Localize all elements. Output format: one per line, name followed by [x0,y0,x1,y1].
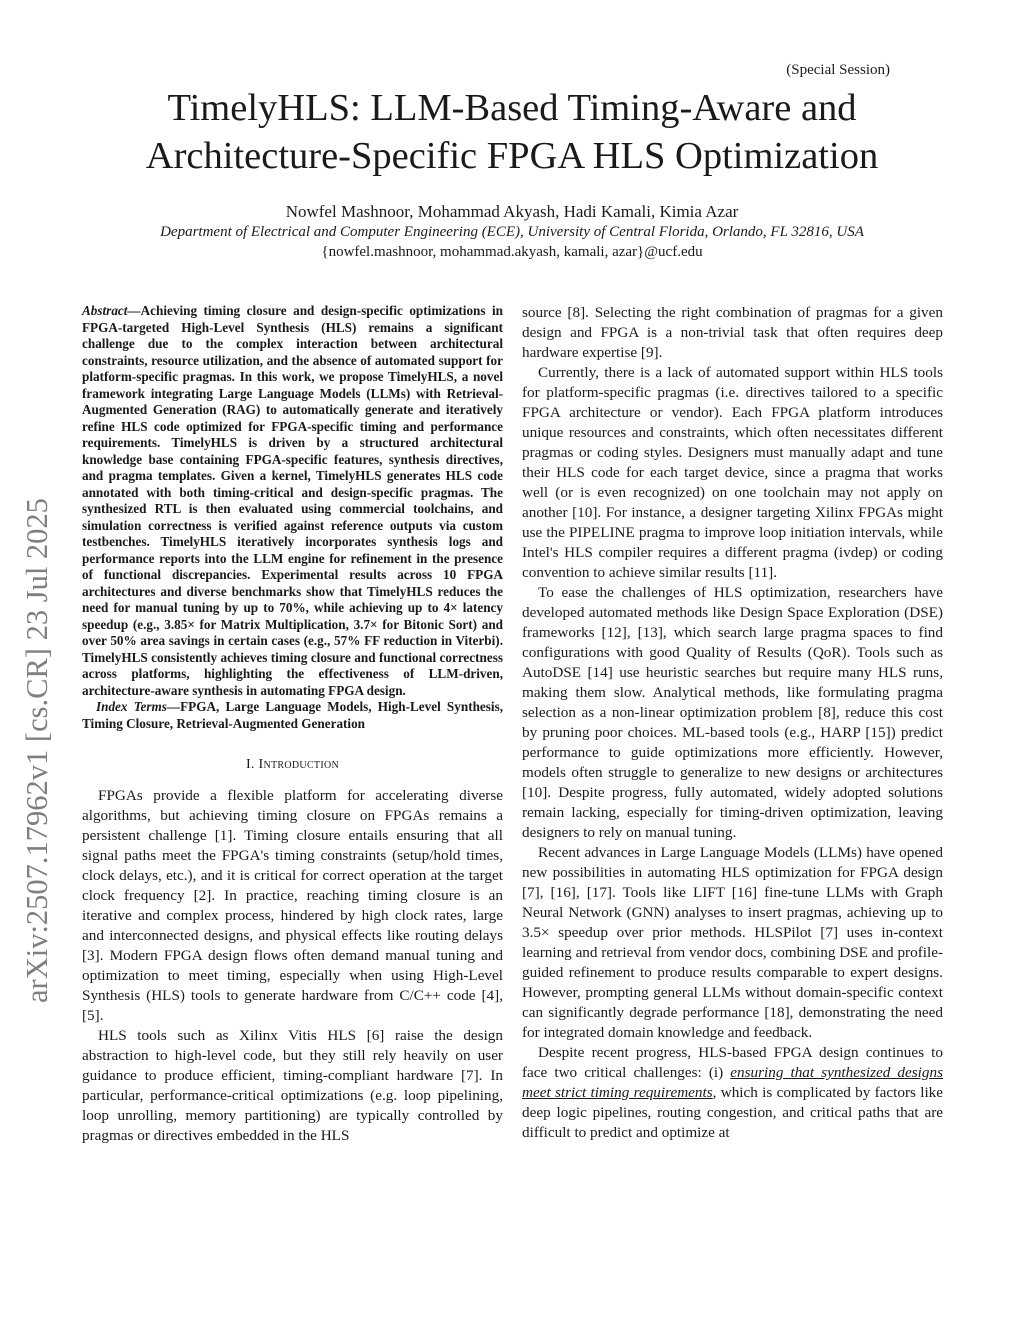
paper-title [0,84,1024,180]
session-label: (Special Session) [786,62,890,78]
intro-paragraph-6 [522,1043,943,1143]
author-list: Nowfel Mashnoor, Mohammad Akyash, Hadi Kamali, Kimia Azar [285,202,739,221]
intro-paragraph-5: Recent advances in Large Language Models (LLMs) have opened new possibilities in automating HLS optimization for FPGA design [7], [16], [17]. Tools like LIFT [16] fine-tune LLMs with Graph Neural Network (GNN) analyses to insert pragmas, achieving up to 3.5× speedup over prior methods. HLSPilot [7] uses in-context learning and retrieval from vendor docs, combining DSE and profile-guided refinement to produce results comparable to expert designs. However, prompting general LLMs without domain-specific context can significantly degrade performance [18], demonstrating the need for integrated domain knowledge and feedback. [522,844,943,1041]
arxiv-identifier: arXiv:2507.17962v1 [cs.CR] 23 Jul 2025 [20,498,54,1003]
intro-paragraph-4: To ease the challenges of HLS optimization, researchers have developed automated methods like Design Space Exploration (DSE) frameworks [12], [13], which search large pragma spaces to find configurations with good Quality of Results (QoR). Tools such as AutoDSE [14] use heuristic searches but require many HLS runs, making them slow. Analytical methods, like formulating pragma selection as a non-linear optimization problem [8], reduce this cost by pruning poor choices. ML-based tools (e.g., HARP [15]) predict performance to guide optimizations more efficiently. However, models often struggle to generalize to new designs or architectures [10]. Despite progress, fully automated, widely adopted solutions remain lacking, especially for timing-driven optimization, leaving designers to rely on manual tuning. [522,584,943,841]
author-emails: {nowfel.mashnoor, mohammad.akyash, kamali, azar}@ucf.edu [321,244,703,260]
section-heading-introduction: I. Introduction [245,757,340,772]
left-column [82,303,503,1146]
title-line-1: TimelyHLS: LLM-Based Timing-Aware and [167,87,857,129]
title-line-2: Architecture-Specific FPGA HLS Optimization [145,135,879,177]
right-column [522,303,943,1143]
abstract-text: Achieving timing closure and design-specific optimizations in FPGA-targeted High-Level Synthesis (HLS) remains a significant challenge due to the complex interaction between architectural constraints, resource utilization, and the absence of automated support for platform-specific pragmas. In this work, we propose TimelyHLS, a novel framework integrating Large Language Models (LLMs) with Retrieval-Augmented Generation (RAG) to automatically generate and iteratively refine HLS code optimized for FPGA-specific timing and performance requirements. TimelyHLS is driven by a structured architectural knowledge base containing FPGA-specific features, synthesis directives, and pragma templates. Given a kernel, TimelyHLS generates HLS code annotated with both timing-critical and design-specific pragmas. The synthesized RTL is then evaluated using commercial toolchains, and simulation correctness is verified against reference outputs via custom testbenches. TimelyHLS iteratively incorporates synthesis logs and performance reports into the LLM engine for refinement in the presence of functional discrepancies. Experimental results across 10 FPGA architectures and diverse benchmarks show that TimelyHLS reduces the need for manual tuning by up to 70%, while achieving up to 4× latency speedup (e.g., 3.85× for Matrix Multiplication, 3.7× for Bitonic Sort) and over 50% area savings in certain cases (e.g., 57% FF reduction in Viterbi). TimelyHLS consistently achieves timing closure and functional correctness across platforms, highlighting the effectiveness of LLM-driven, architecture-aware synthesis in automating FPGA design. [82,303,503,698]
p6-emphasis: ensuring that synthesized designs meet strict timing requirements [522,1064,943,1101]
intro-paragraph-2: HLS tools such as Xilinx Vitis HLS [6] raise the design abstraction to high-level code, but they still rely heavily on user guidance to produce efficient, timing-compliant hardware [7]. In particular, performance-critical optimizations (e.g. loop pipelining, loop unrolling, memory partitioning) are typically controlled by pragmas or directives embedded in the HLS [82,1027,503,1144]
p6-text-b: , which is complicated by factors like deep logic pipelines, routing congestion, and critical paths that are difficult to predict and optimize at [522,1084,944,1141]
index-terms [82,699,503,732]
intro-paragraph-3: Currently, there is a lack of automated support within HLS tools for platform-specific pragmas (i.e. directives tailored to a specific FPGA architecture or vendor). Each FPGA platform introduces unique resources and constraints, which often necessitates different pragmas or coding styles. Designers must manually adapt and tune their HLS code for each target device, since a pragma that works well (or is even recognized) on one toolchain may not apply on another [10]. For instance, a designer targeting Xilinx FPGAs might use the PIPELINE pragma to improve loop initiation intervals, while Intel's HLS compiler requires a different pragma (ivdep) or coding convention to achieve similar results [11]. [522,364,943,581]
intro-paragraph-2-continued: source [8]. Selecting the right combination of pragmas for a given design and FPGA is a non-trivial task that often requires deep hardware expertise [9]. [522,304,943,361]
abstract [82,303,503,699]
abstract-label: Abstract— [82,303,141,318]
p6-text-a: Despite recent progress, HLS-based FPGA design continues to face two critical challenges: (i) [522,1044,943,1081]
index-terms-text: FPGA, Large Language Models, High-Level Synthesis, Timing Closure, Retrieval-Augmented Generation [82,699,503,731]
affiliation: Department of Electrical and Computer Engineering (ECE), University of Central Florida, Orlando, FL 32816, USA [160,224,864,240]
index-terms-label: Index Terms— [96,699,181,714]
intro-paragraph-1: FPGAs provide a flexible platform for accelerating diverse algorithms, but achieving timing closure on FPGAs remains a persistent challenge [1]. Timing closure entails ensuring that all signal paths meet the FPGA's timing constraints (setup/hold times, clock delays, etc.), and it is critical for correct operation at the target clock frequency [2]. In practice, reaching timing closure is an iterative and complex process, hindered by high clock rates, large and interconnected designs, and physical effects like routing delays [3]. Modern FPGA design flows often demand manual tuning and optimization to meet timing, especially when using High-Level Synthesis (HLS) tools to generate hardware from C/C++ code [4], [5]. [82,787,503,1024]
